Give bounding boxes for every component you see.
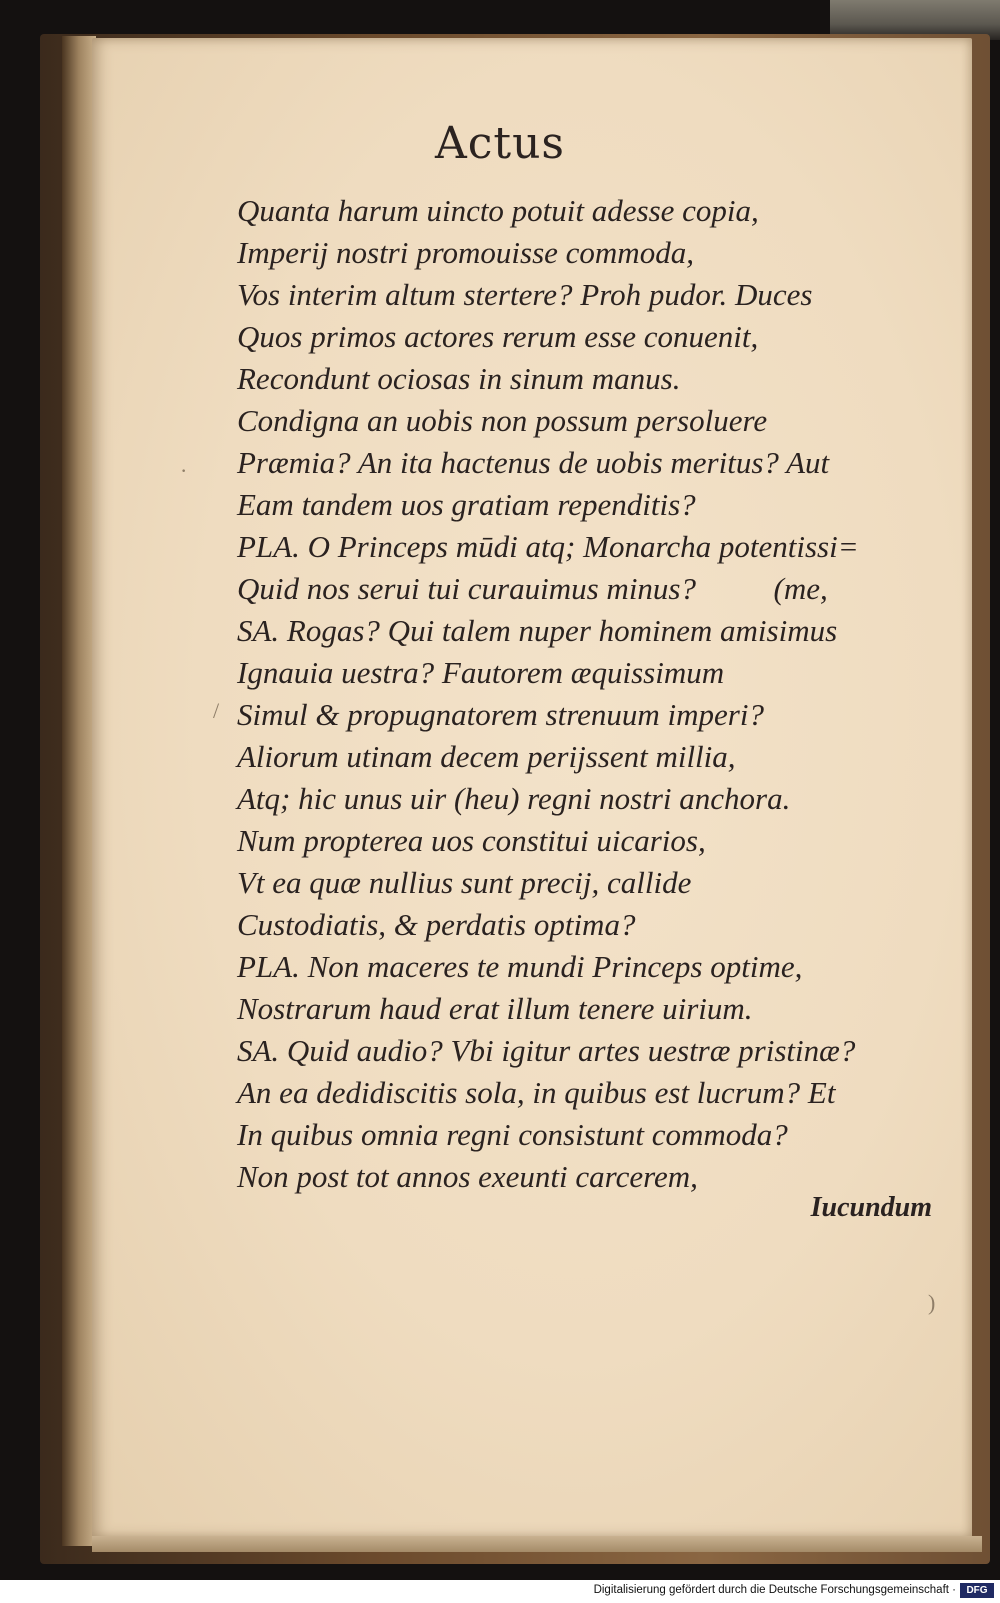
verse-line: Recondunt ociosas in sinum manus.: [237, 361, 681, 396]
verse-line: Vt ea quæ nullius sunt precij, callide: [237, 865, 692, 900]
verse-line: Quid nos serui tui curauimus minus? (me,: [237, 571, 828, 606]
running-head: Actus: [434, 118, 566, 169]
verse-line: Aliorum utinam decem perijssent millia,: [237, 739, 736, 774]
dfg-logo-icon: DFG: [960, 1583, 994, 1598]
verse-line: Vos interim altum stertere? Proh pudor. Duces: [237, 277, 813, 312]
margin-mark: ·: [180, 458, 188, 483]
verse-line: SA. Quid audio? Vbi igitur artes uestræ pristinæ?: [237, 1033, 856, 1068]
verse-line: Non post tot annos exeunti carcerem,: [237, 1159, 698, 1194]
verse-line: Simul & propugnatorem strenuum imperi?: [237, 697, 764, 732]
verse-line: PLA. O Princeps mūdi atq; Monarcha potentissi=: [237, 529, 859, 564]
page-spine: [62, 36, 96, 1546]
verse-line: In quibus omnia regni consistunt commoda?: [237, 1117, 788, 1152]
verse-line: Eam tandem uos gratiam rependitis?: [237, 487, 696, 522]
credit-bar: [0, 1580, 1000, 1603]
verse-line: Præmia? An ita hactenus de uobis meritus? Aut: [237, 445, 830, 480]
verse-line: Quanta harum uincto potuit adesse copia,: [237, 193, 759, 228]
verse-line: Atq; hic unus uir (heu) regni nostri anchora.: [237, 781, 791, 816]
verse-line: Quos primos actores rerum esse conuenit,: [237, 319, 759, 354]
verse-line: Ignauia uestra? Fautorem æquissimum: [237, 655, 725, 690]
verse-line: Imperij nostri promouisse commoda,: [237, 235, 694, 270]
page-bottom-edge: [92, 1536, 982, 1552]
catchword: Iucundum: [810, 1192, 932, 1223]
margin-mark: ): [928, 1290, 936, 1315]
verse-line: SA. Rogas? Qui talem nuper hominem amisimus: [237, 613, 838, 648]
credit-text: Digitalisierung gefördert durch die Deutsche Forschungsgemeinschaft ·: [593, 1584, 956, 1596]
verse-line: Custodiatis, & perdatis optima?: [237, 907, 636, 942]
verse-line: Condigna an uobis non possum persoluere: [237, 403, 768, 438]
verse-line: Nostrarum haud erat illum tenere uirium.: [237, 991, 753, 1026]
verse-text-block: [237, 190, 937, 1198]
margin-mark: /: [213, 698, 220, 723]
verse-line: An ea dedidiscitis sola, in quibus est lucrum? Et: [237, 1075, 836, 1110]
verse-line: Num propterea uos constitui uicarios,: [237, 823, 706, 858]
verse-line: PLA. Non maceres te mundi Princeps optime,: [237, 949, 803, 984]
